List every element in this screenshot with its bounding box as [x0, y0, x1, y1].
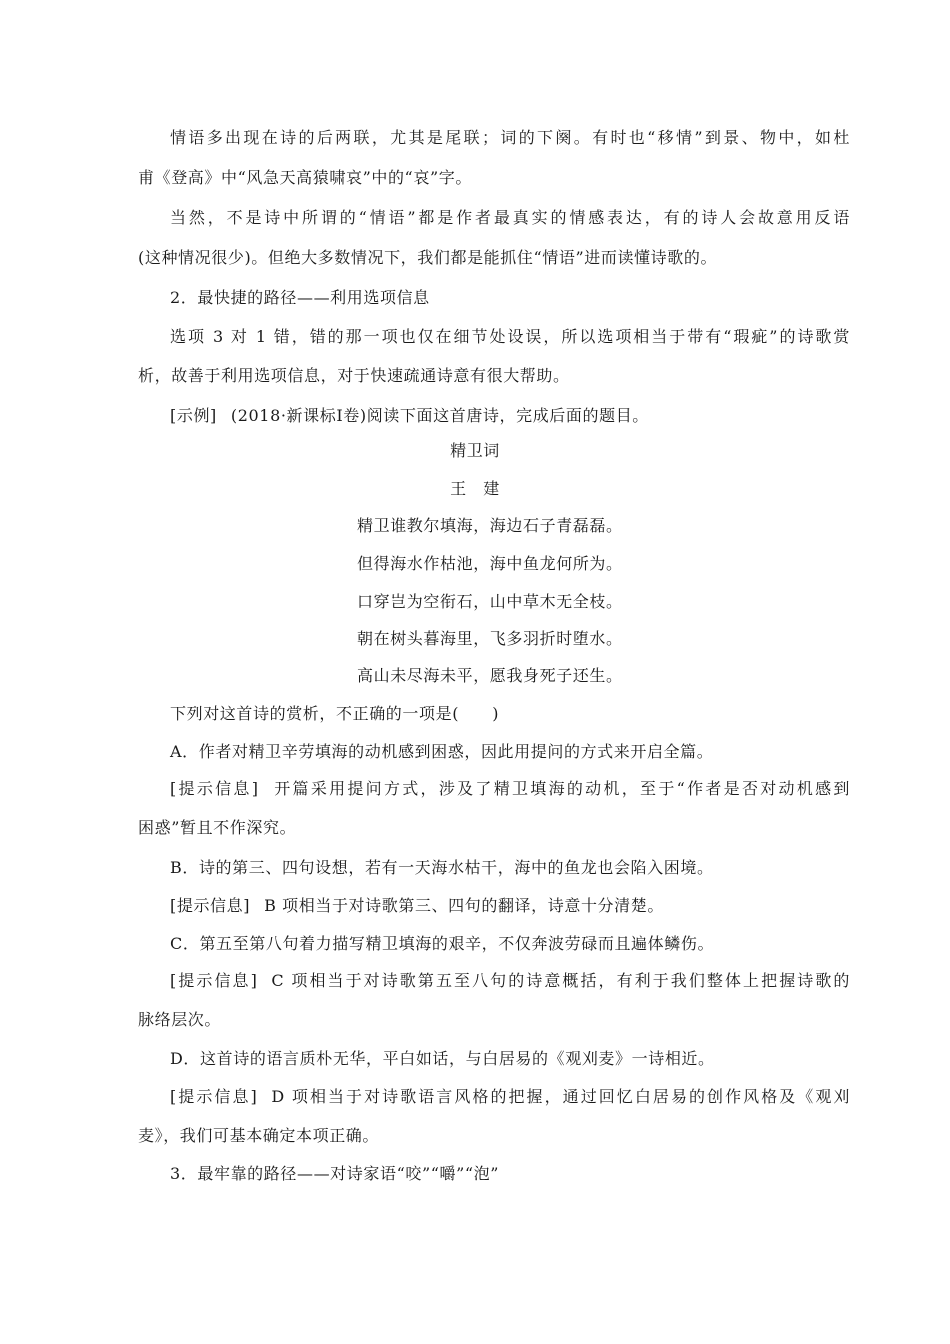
example-text: (2018·新课标Ⅰ卷)阅读下面这首唐诗，完成后面的题目。 — [230, 406, 649, 425]
paragraph-line: (这种情况很少)。但绝大多数情况下，我们都是能抓住“情语”进而读懂诗歌的。 — [138, 248, 718, 267]
hint-c-line-2: 脉络层次。 — [138, 1010, 222, 1029]
hint-tag: [提示信息] — [170, 896, 251, 915]
hint-tag: [提示信息] — [170, 1087, 258, 1106]
poem-line: 口穿岂为空衔石，山中草木无全枝。 — [357, 592, 623, 611]
hint-text: C 项相当于对诗歌第五至八句的诗意概括，有利于我们整体上把握诗歌的 — [271, 971, 850, 990]
paragraph-line: 当然，不是诗中所谓的“情语”都是作者最真实的情感表达，有的诗人会故意用反语 — [170, 208, 850, 227]
option-c: C．第五至第八句着力描写精卫填海的艰辛，不仅奔波劳碌而且遍体鳞伤。 — [170, 934, 715, 953]
paragraph-line: 情语多出现在诗的后两联，尤其是尾联；词的下阕。有时也“移情”到景、物中，如杜 — [170, 128, 850, 147]
hint-text: 开篇采用提问方式，涉及了精卫填海的动机，至于“作者是否对动机感到 — [272, 779, 850, 798]
option-a: A．作者对精卫辛劳填海的动机感到困惑，因此用提问的方式来开启全篇。 — [170, 742, 714, 761]
hint-a-line — [170, 778, 850, 800]
hint-c-line — [170, 970, 850, 992]
poem-author: 王 建 — [450, 479, 500, 498]
hint-text: B 项相当于对诗歌第三、四句的翻译，诗意十分清楚。 — [264, 896, 664, 915]
hint-a-line-2: 困惑”暂且不作深究。 — [138, 818, 297, 837]
poem-line: 朝在树头暮海里，飞多羽折时堕水。 — [357, 629, 623, 648]
example-tag: [示例] — [170, 406, 217, 425]
section-heading-2: 2．最快捷的路径——利用选项信息 — [170, 288, 430, 307]
example-line — [170, 405, 850, 427]
hint-d-line — [170, 1086, 850, 1108]
hint-tag: [提示信息] — [170, 779, 259, 798]
poem-title: 精卫词 — [450, 441, 500, 460]
question-stem: 下列对这首诗的赏析，不正确的一项是( ) — [170, 704, 500, 723]
option-b: B．诗的第三、四句设想，若有一天海水枯干，海中的鱼龙也会陷入困境。 — [170, 858, 714, 877]
paragraph-line: 析，故善于利用选项信息，对于快速疏通诗意有很大帮助。 — [138, 366, 570, 385]
poem-line: 精卫谁教尔填海，海边石子青磊磊。 — [357, 516, 623, 535]
poem-line: 高山未尽海未平，愿我身死子还生。 — [357, 666, 623, 685]
hint-b-line — [170, 895, 850, 917]
poem-line: 但得海水作枯池，海中鱼龙何所为。 — [357, 554, 623, 573]
hint-d-line-2: 麦》，我们可基本确定本项正确。 — [138, 1126, 380, 1145]
section-heading-3: 3．最牢靠的路径——对诗家语“咬”“嚼”“泡” — [170, 1164, 500, 1183]
hint-tag: [提示信息] — [170, 971, 258, 990]
paragraph-line: 甫《登高》中“风急天高猿啸哀”中的“哀”字。 — [138, 168, 472, 187]
option-d: D．这首诗的语言质朴无华，平白如话，与白居易的《观刈麦》一诗相近。 — [170, 1049, 715, 1068]
paragraph-line: 选项 3 对 1 错，错的那一项也仅在细节处设误，所以选项相当于带有“瑕疵”的诗歌赏 — [170, 327, 850, 346]
hint-text: D 项相当于对诗歌语言风格的把握，通过回忆白居易的创作风格及《观刈 — [271, 1087, 850, 1106]
